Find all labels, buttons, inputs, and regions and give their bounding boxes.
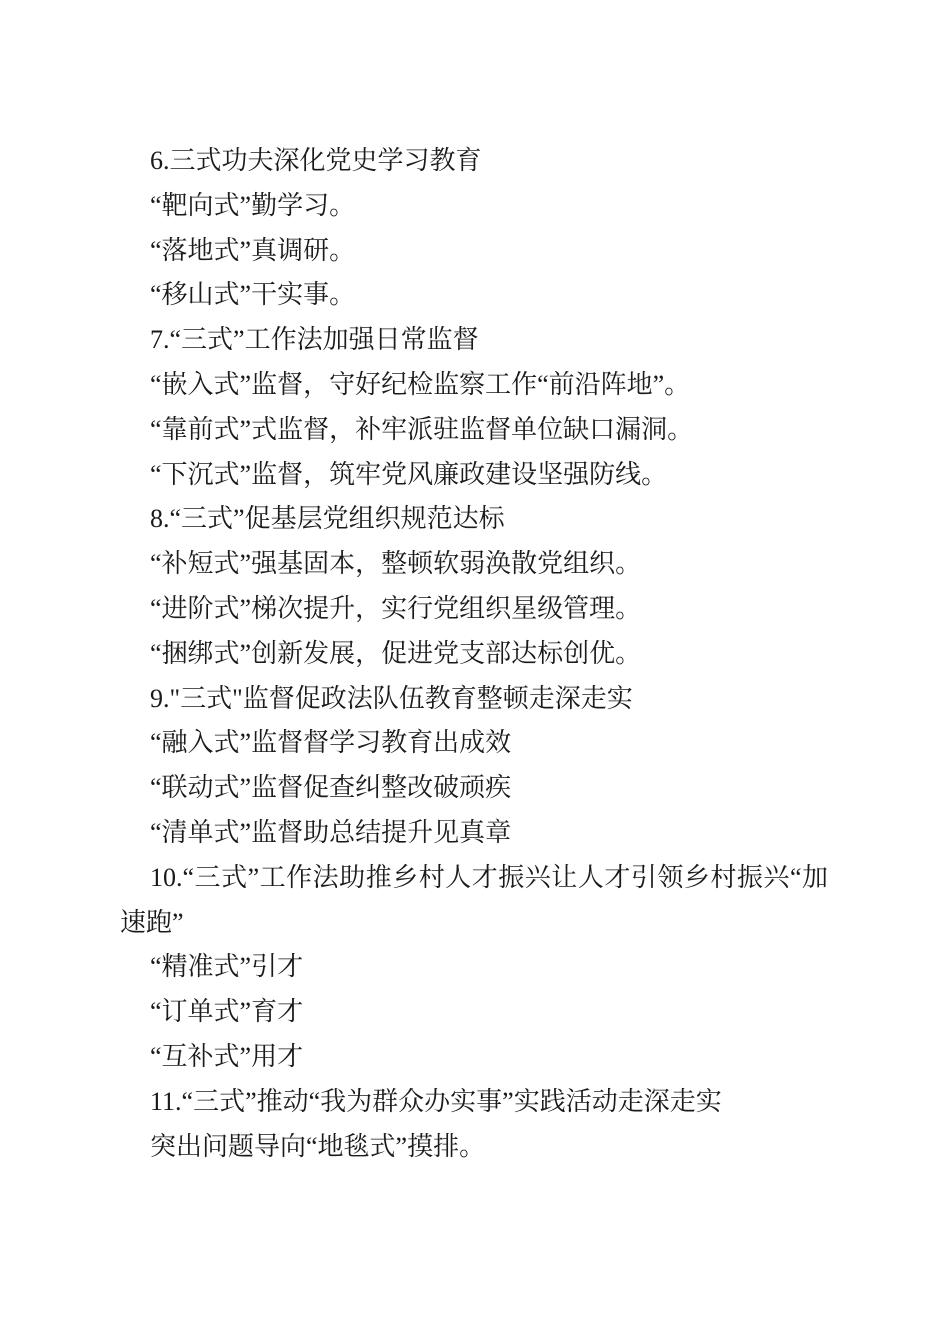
doc-line: “精准式”引才 xyxy=(150,952,304,982)
doc-line: “下沉式”监督，筑牢党风廉政建设坚强防线。 xyxy=(150,459,668,489)
doc-line: “落地式”真调研。 xyxy=(150,235,356,265)
doc-line: “进阶式”梯次提升，实行党组织星级管理。 xyxy=(150,593,642,623)
doc-heading: 9."三式"监督促政法队伍教育整顿走深走实 xyxy=(150,683,633,713)
doc-line: “联动式”监督促查纠整改破顽疾 xyxy=(150,773,512,803)
doc-heading: 8.“三式”促基层党组织规范达标 xyxy=(150,504,505,534)
doc-heading: 10.“三式”工作法助推乡村人才振兴让人才引领乡村振兴“加速跑” xyxy=(120,862,828,937)
doc-line: “互补式”用才 xyxy=(150,1041,304,1071)
doc-line: “移山式”干实事。 xyxy=(150,280,356,310)
doc-heading: 11.“三式”推动“我为群众办实事”实践活动走深走实 xyxy=(150,1086,722,1116)
doc-line: “融入式”监督督学习教育出成效 xyxy=(150,728,512,758)
doc-line: “补短式”强基固本，整顿软弱涣散党组织。 xyxy=(150,549,642,579)
doc-line: “靠前式”式监督，补牢派驻监督单位缺口漏洞。 xyxy=(150,414,694,444)
doc-heading: 6.三式功夫深化党史学习教育 xyxy=(150,146,482,175)
doc-line: “订单式”育才 xyxy=(150,997,304,1027)
doc-line: “捆绑式”创新发展，促进党支部达标创优。 xyxy=(150,638,642,668)
doc-line: “嵌入式”监督，守好纪检监察工作“前沿阵地”。 xyxy=(150,369,691,399)
doc-line: “清单式”监督助总结提升见真章 xyxy=(150,817,512,847)
doc-line: 突出问题导向“地毯式”摸排。 xyxy=(150,1131,486,1161)
doc-heading: 7.“三式”工作法加强日常监督 xyxy=(150,325,479,355)
doc-line: “靶向式”勤学习。 xyxy=(150,190,356,220)
